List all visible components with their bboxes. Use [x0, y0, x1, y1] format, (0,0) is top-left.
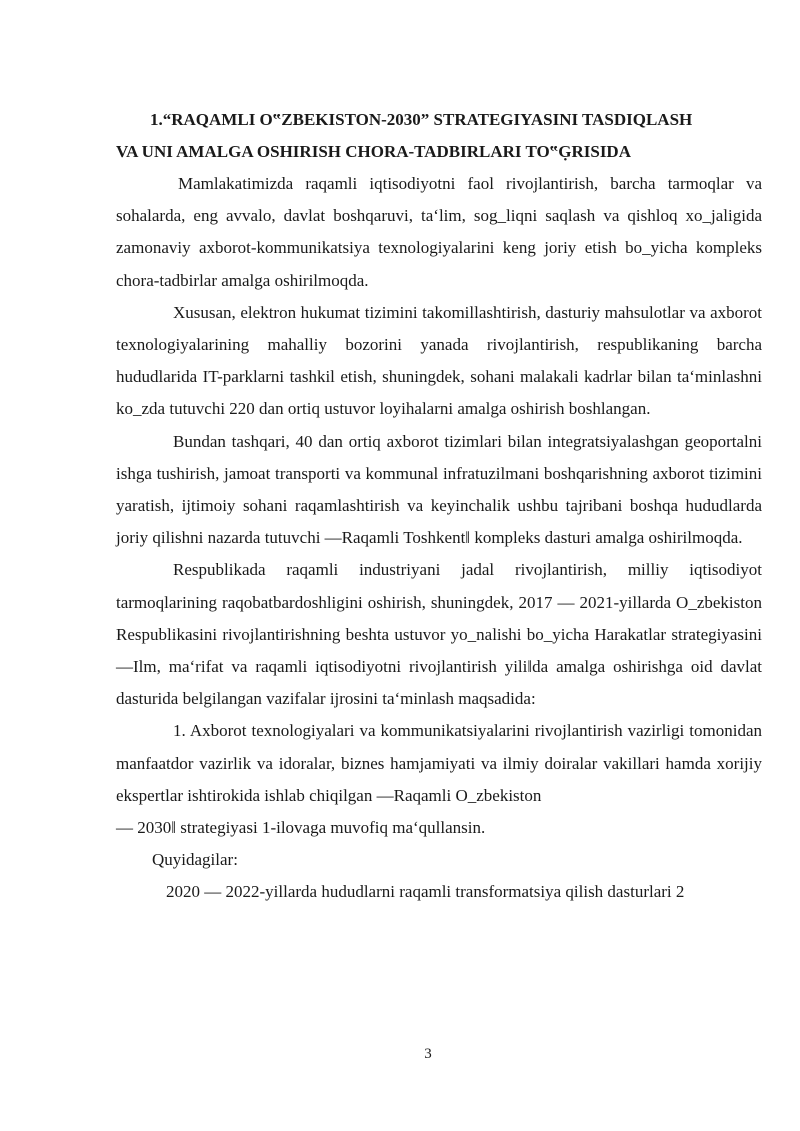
document-heading [116, 104, 766, 168]
paragraph-3: Bundan tashqari, 40 dan ortiq axborot tizimlari bilan integratsiyalashgan geoportalni ishga tushirish, jamoat transporti va kommunal infratuzilmani boshqarishning axborot tizimini yaratish, ijtimoiy sohani raqamlashtirish va keyinchalik ushbu tajribani boshqa hududlarda joriy qilishni nazarda tutuvchi ―Raqamli Toshkent‖ kompleks dasturi amalga oshirilmoqda. [116, 431, 762, 548]
paragraph-2: Xususan, elektron hukumat tizimini takomillashtirish, dasturiy mahsulotlar va axborot texnologiyalarining mahalliy bozorini yanada rivojlantirish, respublikaning barcha hududlarida IT-parklarni tashkil etish, shuningdek, sohani malakali kadrlar bilan ta‘minlashni ko_zda tutuvchi 220 dan ortiq ustuvor loyihalarni amalga oshirish boshlangan. [116, 302, 762, 419]
heading-line-1: 1.“RAQAMLI O‟ZBEKISTON-2030” STRATEGIYASINI TASDIQLASH [150, 110, 693, 129]
document-body [116, 168, 762, 909]
paragraph-1: Mamlakatimizda raqamli iqtisodiyotni faol rivojlantirish, barcha tarmoqlar va sohalarda, eng avvalo, davlat boshqaruvi, ta‘lim, sog_liqni saqlash va qishloq xo_jaligida zamonaviy axborot-kommunikatsiya texnologiyalarini keng joriy etish bo_yicha kompleks chora-tadbirlar amalga oshirilmoqda. [116, 174, 762, 290]
paragraph-continuation: — 2030‖ strategiyasi 1-ilovaga muvofiq ma‘qullansin. [116, 818, 486, 838]
last-line: 2020 — 2022-yillarda hududlarni raqamli transformatsiya qilish dasturlari 2 [166, 882, 685, 902]
paragraph-4: Respublikada raqamli industriyani jadal rivojlantirish, milliy iqtisodiyot tarmoqlarining raqobatbardoshligini oshirish, shuningdek, 2017 — 2021-yillarda O_zbekiston Respublikasini rivojlantirishning beshta ustuvor yo_nalishi bo_yicha Harakatlar strategiyasini ―Ilm, ma‘rifat va raqamli iqtisodiyotni rivojlantirish yili‖da amalga oshirishga oid davlat dasturida belgilangan vazifalar ijrosini ta‘minlash maqsadida: [116, 560, 762, 709]
heading-line-2: VA UNI AMALGA OSHIRISH CHORA-TADBIRLARI TO‟G̣RISIDA [116, 142, 631, 161]
page-number: 3 [424, 1046, 432, 1062]
paragraph-5: 1. Axborot texnologiyalari va kommunikatsiyalarini rivojlantirish vazirligi tomonidan manfaatdor vazirlik va idoralar, biznes hamjamiyati va ilmiy doiralar vakillari hamda xorijiy ekspertlar ishtirokida ishlab chiqilgan ―Raqamli O_zbekiston [116, 721, 762, 805]
list-intro: Quyidagilar: [152, 850, 238, 870]
